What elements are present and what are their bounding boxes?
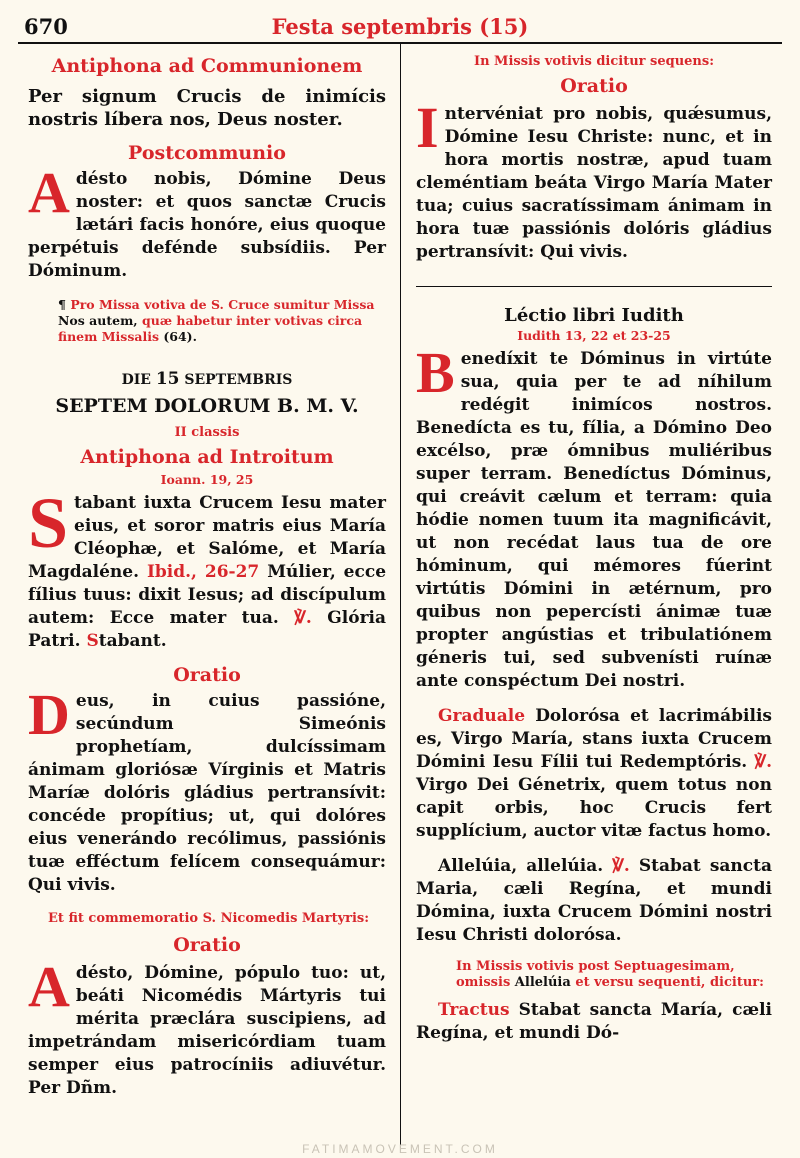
lectio-heading: Léctio libri Iudith	[504, 305, 684, 326]
communion-text: Per signum Crucis de inimícis nostris líbera nos, Deus noster.	[28, 86, 386, 130]
oratio-heading: Oratio	[173, 664, 241, 686]
note-red-1: Pro Missa votiva de S. Cruce sumitur Missa	[70, 297, 375, 312]
introit-body-2: Múlier, ecce fílius tuus: dixit Iesus; ad discípulum autem: Ecce mater tua.	[28, 562, 387, 628]
tract-rubric	[456, 959, 772, 991]
postcommunion-heading: Postcommunio	[128, 142, 286, 164]
page-header	[18, 8, 782, 44]
introit-text	[28, 483, 387, 653]
versicle-symbol: ℣.	[612, 856, 630, 876]
oratio-body: ntervéniat pro nobis, quǽsumus, Dómine Iesu Christe: nunc, et in hora mortis nostræ, apud tuam cleméntiam beáta Virgo María Mater tua; cuius sacratíssimam ánimam in hora tuæ passiónis dolóris gládius pertransívit: Qui vivis.	[416, 104, 772, 262]
page-number: 670	[24, 14, 68, 39]
right-column	[416, 50, 772, 1045]
paragraph-mark: ¶	[58, 297, 66, 312]
note-red-2: quæ habetur inter votivas circa finem Missalis	[58, 313, 363, 344]
alleluia-body-2: Stabat sancta Maria, cæli Regína, et mundi Dómina, iuxta Crucem Dómini nostri Iesu Christi dolorósa.	[416, 856, 773, 945]
commemoration-oratio-text	[28, 954, 386, 1100]
section-divider	[416, 286, 772, 287]
postcommunion-text	[28, 160, 386, 283]
dropcap-letter: D	[28, 682, 70, 747]
commemoration-rubric: Et fit commemoratio S. Nicomedis Martyris:	[48, 911, 370, 926]
versicle-symbol: ℣.	[754, 752, 773, 772]
oratio-heading: Oratio	[560, 75, 628, 97]
graduale-text	[416, 705, 772, 843]
date-number: 15	[155, 369, 180, 389]
tractus-text	[416, 999, 772, 1045]
commemoration-oratio-heading: Oratio	[173, 934, 241, 956]
oratio-body: eus, in cuius passióne, secúndum Simeónis prophetíam, dulcíssimam ánimam gloriósæ Vírginis et Matris Maríæ dolóris gládius pertransívit: concéde propítius; ut, qui dolóres eius venerándo recólimus, passiónis tuæ efféctum felícem consequámur: Qui vivis.	[28, 691, 386, 895]
running-title: Festa septembris (15)	[271, 14, 529, 39]
dropcap-letter: B	[416, 340, 455, 405]
feast-title: SEPTEM DOLORUM B. M. V.	[55, 395, 359, 417]
tract-rubric-red-2: et versu sequenti, dicitur:	[575, 975, 764, 990]
lectio-text	[416, 340, 772, 693]
stabant-rest: tabant.	[98, 631, 167, 651]
gloria-patri: Glória Patri.	[28, 608, 387, 651]
dropcap-letter: I	[416, 95, 439, 160]
feast-date	[28, 369, 386, 389]
column-divider	[400, 44, 401, 1148]
date-prefix: DIE	[121, 372, 151, 388]
postcommunion-body: désto nobis, Dómine Deus noster: et quos sanctæ Crucis lætári facis honóre, eius quoque perpétuis defénde subsídiis. Per Dóminum.	[28, 169, 386, 281]
left-column	[28, 50, 386, 1100]
dropcap-letter: A	[28, 954, 70, 1019]
dropcap-letter: S	[28, 483, 69, 563]
introit-reference: Ioann. 19, 25	[160, 472, 254, 487]
graduale-body-1: Dolorósa et lacrimábilis es, Virgo María, stans iuxta Crucem Dómini Iesu Fílii tui Redemptóris.	[416, 706, 772, 772]
tract-rubric-red-1: In Missis votivis post Septuagesimam, omissis	[456, 959, 735, 990]
votive-rubric: In Missis votivis dicitur sequens:	[474, 54, 714, 69]
commemoration-oratio-body: désto, Dómine, pópulo tuo: ut, beáti Nicomédis Mártyris tui mérita præclára suscipiens, ad impetrándam misericórdiam tuam semper eius patrocíniis adiuvétur. Per Dñm.	[28, 963, 386, 1098]
graduale-label: Graduale	[438, 706, 526, 726]
alleluia-text	[416, 855, 772, 947]
graduale-body-2: Virgo Dei Génetrix, quem totus non capit orbis, hoc Crucis fert supplícium, auctor vitæ factus homo.	[416, 775, 772, 841]
versicle-symbol: ℣.	[294, 608, 312, 628]
tractus-body: Stabat sancta María, cæli Regína, et mundi Dó-	[416, 1000, 773, 1043]
lectio-body: enedíxit te Dóminus in virtúte sua, quia per te ad níhilum redégit inimícos nostros. Benedícta es tu, fília, a Dómino Deo excélso, præ ómnibus muliéribus super terram. Benedíctus Dóminus, qui creávit cælum et terram: quia hódie nomen tuum ita magnificávit, ut non recédat laus tua de ore hóminum, qui mémores fúerint virtútis Dómini in ætérnum, pro quibus non pepercísti ánimæ tuæ propter angústias et tribulatiónem géneris tui, sed subvenísti ruínæ ante conspéctum Dei nostri.	[416, 349, 772, 691]
watermark: FATIMAMOVEMENT.COM	[302, 1142, 498, 1156]
tract-rubric-black: Allelúia	[514, 975, 571, 990]
lectio-reference: Iudith 13, 22 et 23-25	[517, 328, 671, 343]
feast-class: II classis	[174, 425, 240, 440]
note-black-2: (64).	[163, 329, 197, 344]
communion-heading: Antiphona ad Communionem	[51, 55, 363, 77]
stabant-initial: S	[86, 631, 99, 651]
date-month: SEPTEMBRIS	[184, 372, 293, 388]
introit-heading: Antiphona ad Introitum	[80, 446, 334, 468]
oratio-text	[28, 682, 386, 897]
oratio-text	[416, 95, 772, 264]
introit-reference-2: Ibid., 26-27	[146, 562, 260, 582]
votive-note	[58, 297, 380, 345]
note-black-1: Nos autem,	[58, 313, 138, 328]
introit-body-1: tabant iuxta Crucem Iesu mater eius, et soror matris eius María Cléophæ, et Salóme, et María Magdaléne.	[28, 493, 386, 582]
tractus-label: Tractus	[438, 1000, 510, 1020]
dropcap-letter: A	[28, 160, 70, 225]
alleluia-body-1: Allelúia, allelúia.	[438, 856, 604, 876]
